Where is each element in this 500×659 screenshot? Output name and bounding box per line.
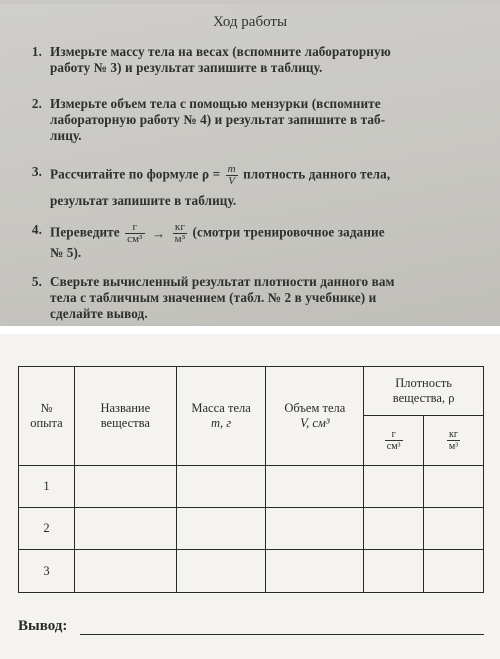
header-substance-name-line-1: Название — [100, 401, 151, 415]
step-2-number: 2. — [31, 96, 42, 111]
row-number-cell: 2 — [19, 508, 75, 550]
density-kg-m3-cell[interactable] — [424, 466, 484, 508]
unit-g-cm3-fraction — [385, 429, 403, 452]
step-2-line-1: Измерьте объем тела с помощью мензурки (вспомните — [50, 96, 381, 111]
header-substance-name — [74, 367, 176, 466]
volume-cell[interactable] — [266, 466, 364, 508]
step-4-line-2: № 5). — [50, 245, 82, 260]
step-1-line-2: работу № 3) и результат запишите в таблицу. — [50, 60, 323, 75]
step-4-line-1 — [50, 222, 385, 245]
density-g-cm3-cell[interactable] — [364, 508, 424, 550]
step-3-line-2: результат запишите в таблицу. — [50, 193, 237, 208]
header-experiment-number-line-1: № — [40, 401, 53, 415]
step-2 — [31, 96, 386, 144]
unit-kg-m3-denominator: м³ — [448, 441, 459, 452]
unit-g-per-cm3-numerator: г — [125, 222, 144, 234]
unit-g-cm3-denominator: см³ — [386, 441, 401, 452]
header-mass-line-1: Масса тела — [191, 401, 251, 415]
table-row — [19, 508, 484, 550]
step-1-number: 1. — [31, 44, 42, 59]
header-volume-line-1: Объем тела — [284, 401, 346, 415]
step-5-line-2: тела с табличным значением (табл. № 2 в учебнике) и — [50, 290, 377, 305]
substance-cell[interactable] — [74, 508, 176, 550]
step-4 — [31, 221, 385, 261]
photo-separator — [0, 326, 500, 334]
mass-cell[interactable] — [176, 550, 266, 593]
table-row — [19, 550, 484, 593]
unit-kg-m3-fraction — [447, 429, 460, 452]
step-3-text-after: плотность данного тела, — [243, 166, 391, 182]
step-3-number: 3. — [31, 164, 42, 179]
volume-cell[interactable] — [266, 550, 364, 593]
step-1-line-1: Измерьте массу тела на весах (вспомните лабораторную — [50, 44, 391, 59]
step-5 — [31, 274, 395, 322]
unit-g-per-cm3 — [125, 222, 144, 245]
header-density-line-2: вещества, ρ — [392, 391, 455, 405]
density-g-cm3-cell[interactable] — [364, 466, 424, 508]
header-density-line-1: Плотность — [395, 376, 452, 390]
header-experiment-number-line-2: опыта — [30, 416, 63, 430]
step-5-line-3: сделайте вывод. — [50, 306, 148, 321]
unit-kg-m3-numerator: кг — [447, 429, 460, 441]
unit-kg-per-m3 — [173, 222, 187, 245]
header-unit-g-cm3 — [364, 416, 424, 466]
density-kg-m3-cell[interactable] — [424, 550, 484, 593]
row-number-cell: 3 — [19, 550, 75, 593]
step-3 — [31, 163, 391, 209]
step-2-line-2: лабораторную работу № 4) и результат запишите в таб- — [50, 112, 386, 127]
step-3-text-before: Рассчитайте по формуле ρ = — [50, 166, 221, 182]
substance-cell[interactable] — [74, 466, 176, 508]
conclusion-label: Вывод: — [18, 618, 68, 634]
unit-kg-per-m3-denominator: м³ — [174, 233, 186, 245]
header-unit-kg-m3 — [424, 416, 484, 466]
results-table — [18, 366, 484, 593]
header-volume-line-2: V, см³ — [300, 416, 330, 430]
step-4-number: 4. — [31, 222, 42, 237]
header-experiment-number — [19, 367, 75, 466]
formula-numerator: m — [227, 163, 236, 175]
row-number-cell: 1 — [19, 466, 75, 508]
density-formula-fraction — [226, 164, 238, 187]
section-title: Ход работы — [212, 14, 288, 30]
density-g-cm3-cell[interactable] — [364, 550, 424, 593]
density-kg-m3-cell[interactable] — [424, 508, 484, 550]
unit-kg-per-m3-numerator: кг — [173, 222, 187, 234]
step-3-line-1 — [50, 164, 390, 187]
formula-denominator: V — [228, 175, 236, 187]
mass-cell[interactable] — [176, 508, 266, 550]
header-volume — [266, 367, 364, 466]
arrow-right-icon: → — [151, 225, 166, 241]
header-mass — [176, 367, 266, 466]
header-substance-name-line-2: вещества — [100, 416, 150, 430]
unit-g-per-cm3-denominator: см³ — [127, 233, 143, 245]
step-5-number: 5. — [31, 274, 42, 289]
header-density — [364, 367, 484, 416]
header-mass-line-2: m, г — [211, 416, 232, 430]
unit-g-cm3-numerator: г — [385, 429, 403, 441]
step-4-text-after: (смотри тренировочное задание — [192, 224, 385, 240]
step-5-line-1: Сверьте вычисленный результат плотности данного вам — [50, 274, 395, 289]
step-1 — [31, 44, 391, 76]
substance-cell[interactable] — [74, 550, 176, 593]
table-row — [19, 466, 484, 508]
step-2-line-3: лицу. — [50, 128, 82, 143]
volume-cell[interactable] — [266, 508, 364, 550]
mass-cell[interactable] — [176, 466, 266, 508]
conclusion-answer-line[interactable] — [80, 634, 484, 635]
step-4-text-before: Переведите — [50, 224, 120, 240]
